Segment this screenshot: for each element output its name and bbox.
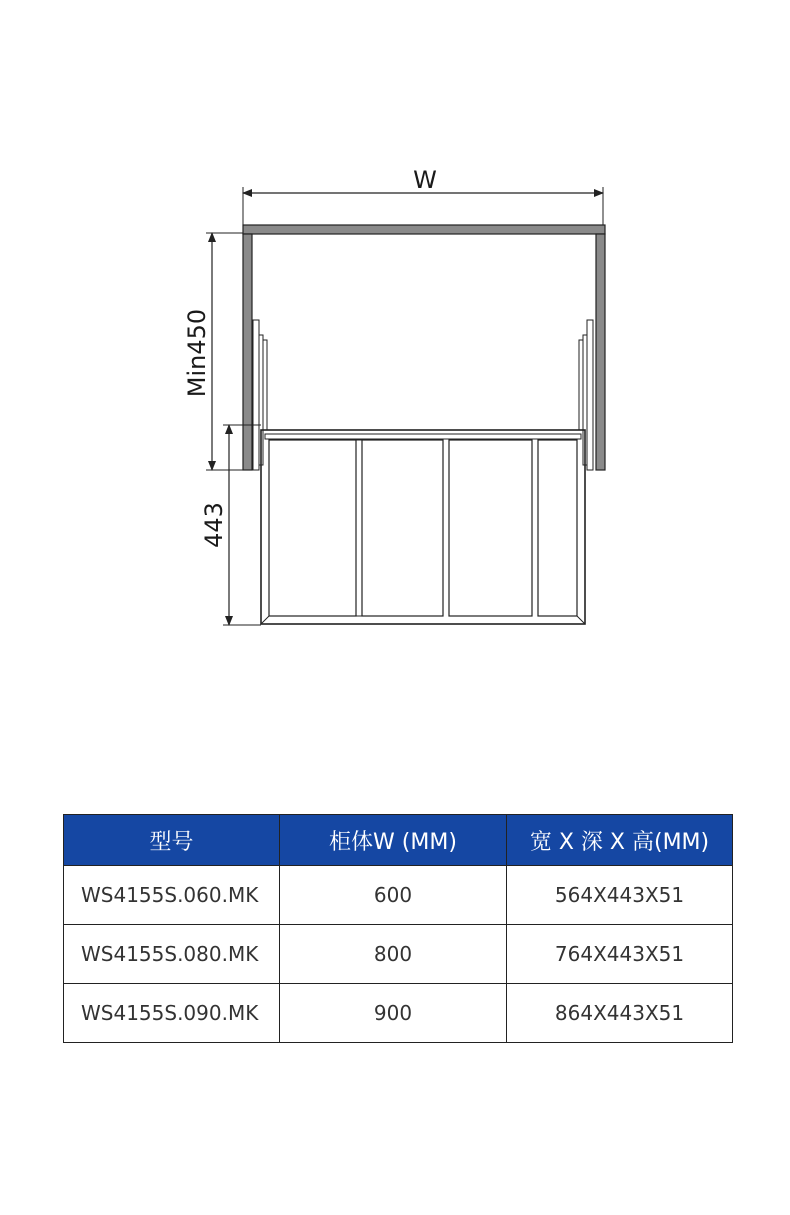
cell-dimensions: 764X443X51 — [507, 925, 733, 984]
cell-model: WS4155S.080.MK — [64, 925, 280, 984]
cell-dimensions: 864X443X51 — [507, 984, 733, 1043]
width-dimension — [243, 166, 603, 230]
cell-dimensions: 564X443X51 — [507, 866, 733, 925]
table-header-row — [64, 815, 733, 866]
height-label: Min450 — [183, 308, 211, 398]
header-cabinet-width: 柜体W (MM) — [280, 815, 507, 866]
cell-model: WS4155S.090.MK — [64, 984, 280, 1043]
cell-cabinet-width: 800 — [280, 925, 507, 984]
cell-cabinet-width: 900 — [280, 984, 507, 1043]
cell-cabinet-width: 600 — [280, 866, 507, 925]
spec-table — [63, 814, 733, 1043]
header-dimensions: 宽 X 深 X 高(MM) — [507, 815, 733, 866]
table-row — [64, 866, 733, 925]
table-row — [64, 925, 733, 984]
basket — [261, 430, 585, 624]
height-dimension — [183, 233, 243, 470]
depth-label: 443 — [200, 502, 228, 548]
header-model: 型号 — [64, 815, 280, 866]
cell-model: WS4155S.060.MK — [64, 866, 280, 925]
cabinet-frame — [243, 225, 605, 470]
slide-rails — [253, 320, 593, 470]
table-row — [64, 984, 733, 1043]
width-label: W — [413, 166, 437, 194]
